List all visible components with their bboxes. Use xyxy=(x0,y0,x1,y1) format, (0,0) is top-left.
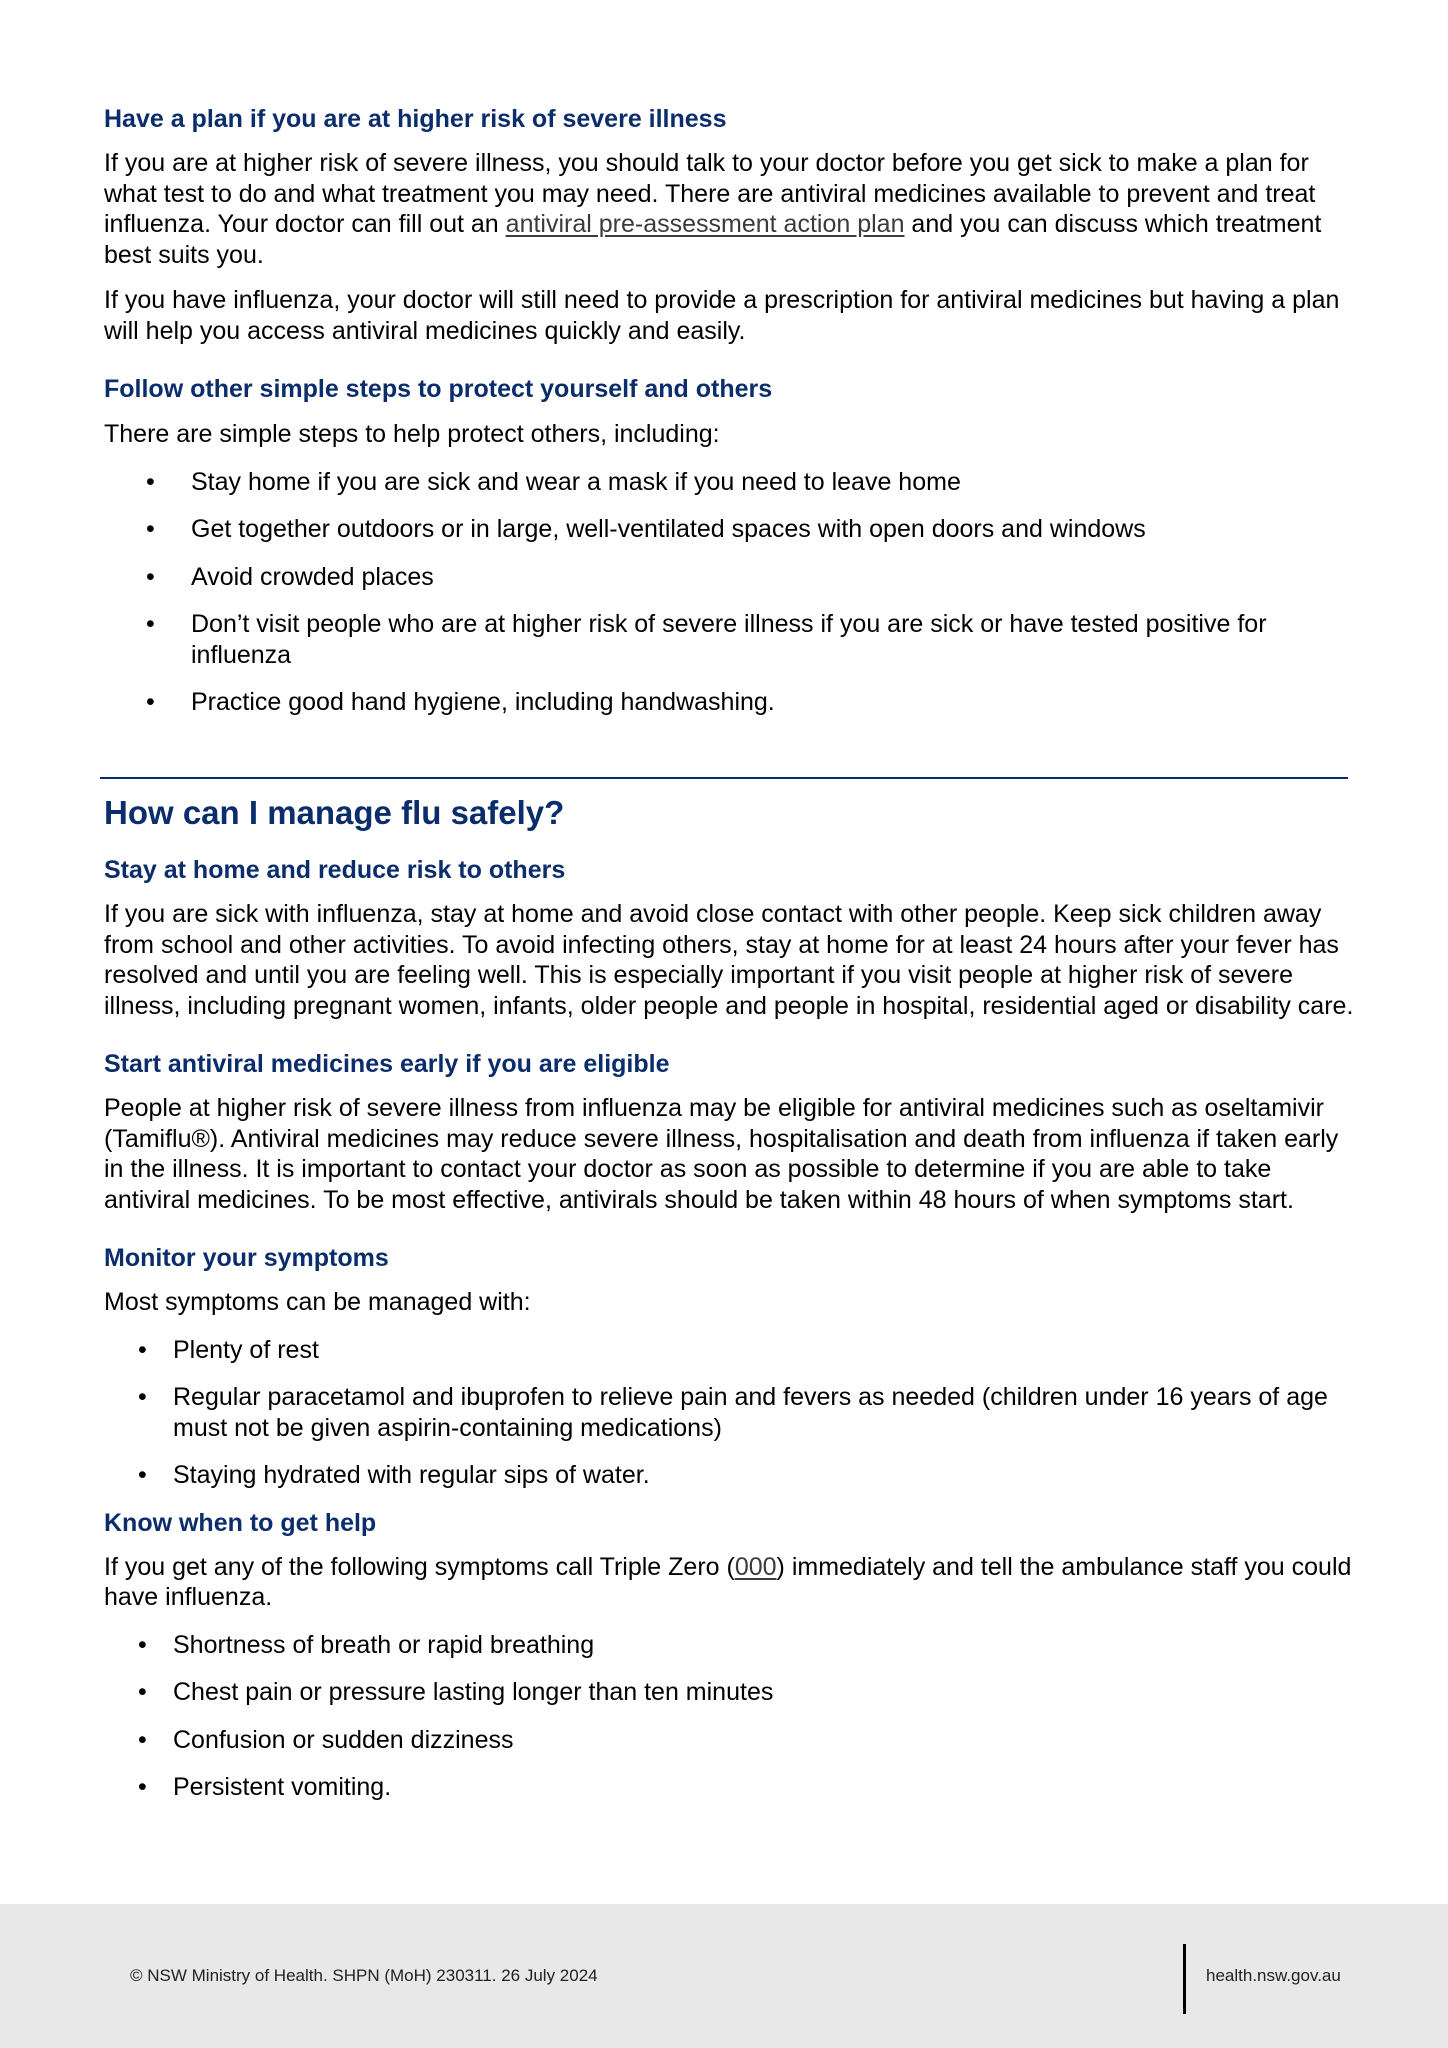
footer-copyright: © NSW Ministry of Health. SHPN (MoH) 230311. 26 July 2024 xyxy=(130,1966,598,1985)
list-item: • Regular paracetamol and ibuprofen to relieve pain and fevers as needed (children under 16 years of age must not be given aspirin-containing medications) xyxy=(138,1383,1328,1442)
simple-steps-list xyxy=(104,467,1354,718)
list-item: • Shortness of breath or rapid breathing xyxy=(138,1630,595,1659)
list-item: • Chest pain or pressure lasting longer than ten minutes xyxy=(138,1678,774,1706)
section-heading-monitor: Monitor your symptoms xyxy=(104,1244,389,1272)
bullet: • xyxy=(146,562,155,591)
bullet: • xyxy=(138,1630,147,1659)
list-item: • Staying hydrated with regular sips of water. xyxy=(138,1461,650,1489)
list-item: • Plenty of rest xyxy=(138,1335,319,1364)
footer-divider xyxy=(1183,1944,1186,2014)
bullet: • xyxy=(146,688,155,716)
simple-steps-intro: There are simple steps to help protect others, including: xyxy=(104,420,720,448)
antiviral-action-plan-link[interactable]: antiviral pre-assessment action plan xyxy=(505,210,905,238)
bullet: • xyxy=(138,1725,147,1754)
list-item: • Avoid crowded places xyxy=(146,562,434,591)
bullet: • xyxy=(146,610,155,638)
plan-text-end: and you can discuss which treatment best suits you. xyxy=(104,210,1322,269)
manage-section xyxy=(104,793,1354,1820)
section-heading-plan: Have a plan if you are at higher risk of severe illness xyxy=(104,105,727,133)
plan-paragraph-2: If you have influenza, your doctor will still need to provide a prescription for antiviral medicines but having a plan will help you access antiviral medicines quickly and easily. xyxy=(104,286,1340,345)
list-item: • Persistent vomiting. xyxy=(138,1773,392,1801)
document-content xyxy=(104,104,1354,735)
monitor-intro: Most symptoms can be managed with: xyxy=(104,1288,531,1316)
bullet: • xyxy=(146,515,155,543)
get-help-intro: If you get any of the following symptoms call Triple Zero (000) immediately and tell the ambulance staff you could have influenza. xyxy=(104,1552,1352,1611)
list-item: • Confusion or sudden dizziness xyxy=(138,1725,514,1754)
bullet: • xyxy=(138,1773,147,1801)
section-heading-simple-steps: Follow other simple steps to protect yourself and others xyxy=(104,375,773,403)
page-footer xyxy=(0,1904,1448,2048)
section-heading-get-help: Know when to get help xyxy=(104,1508,377,1537)
get-help-list xyxy=(104,1630,1354,1803)
section-divider xyxy=(100,777,1348,779)
stay-home-paragraph: If you are sick with influenza, stay at home and avoid close contact with other people. Keep sick children away from school and other activities. To avoid infecting others, stay at home for at least 24 hours after your fever has resolved and until you are feeling well. This is especially important if you visit people at higher risk of severe illness, including pregnant women, infants, older people and people in hospital, residential aged or disability care. xyxy=(104,900,1354,1020)
bullet: • xyxy=(146,467,155,496)
section-heading-stay-home: Stay at home and reduce risk to others xyxy=(104,856,566,884)
antivirals-paragraph: People at higher risk of severe illness from influenza may be eligible for antiviral medicines such as oseltamivir (Tamiflu®). Antiviral medicines may reduce severe illness, hospitalisation and death from influenza if taken early in the illness. It is important to contact your doctor as soon as possible to determine if you are able to take antiviral medicines. To be most effective, antivirals should be taken within 48 hours of when symptoms start. xyxy=(104,1094,1339,1214)
monitor-list xyxy=(104,1335,1354,1491)
list-item: • Get together outdoors or in large, well-ventilated spaces with open doors and windows xyxy=(146,515,1146,543)
manage-heading: How can I manage flu safely? xyxy=(104,794,565,831)
list-item: • Practice good hand hygiene, including handwashing. xyxy=(146,688,775,716)
section-heading-antivirals: Start antiviral medicines early if you are eligible xyxy=(104,1050,670,1078)
list-item: • Don’t visit people who are at higher risk of severe illness if you are sick or have tested positive for influenza xyxy=(146,610,1267,669)
bullet: • xyxy=(138,1461,147,1489)
footer-website-link[interactable]: health.nsw.gov.au xyxy=(1206,1966,1341,1985)
plan-text-start: If you are at higher risk of severe illness, you should talk to your doctor before you get sick to make a plan for what test to do and what treatment you may need. There are antiviral medicines available to prevent and treat influenza. Your doctor can fill out an xyxy=(104,149,1316,238)
bullet: • xyxy=(138,1383,147,1411)
bullet: • xyxy=(138,1335,147,1364)
plan-paragraph-1 xyxy=(104,148,1354,270)
list-item: • Stay home if you are sick and wear a mask if you need to leave home xyxy=(146,467,961,496)
bullet: • xyxy=(138,1678,147,1706)
triple-zero-link[interactable]: 000 xyxy=(734,1552,777,1581)
